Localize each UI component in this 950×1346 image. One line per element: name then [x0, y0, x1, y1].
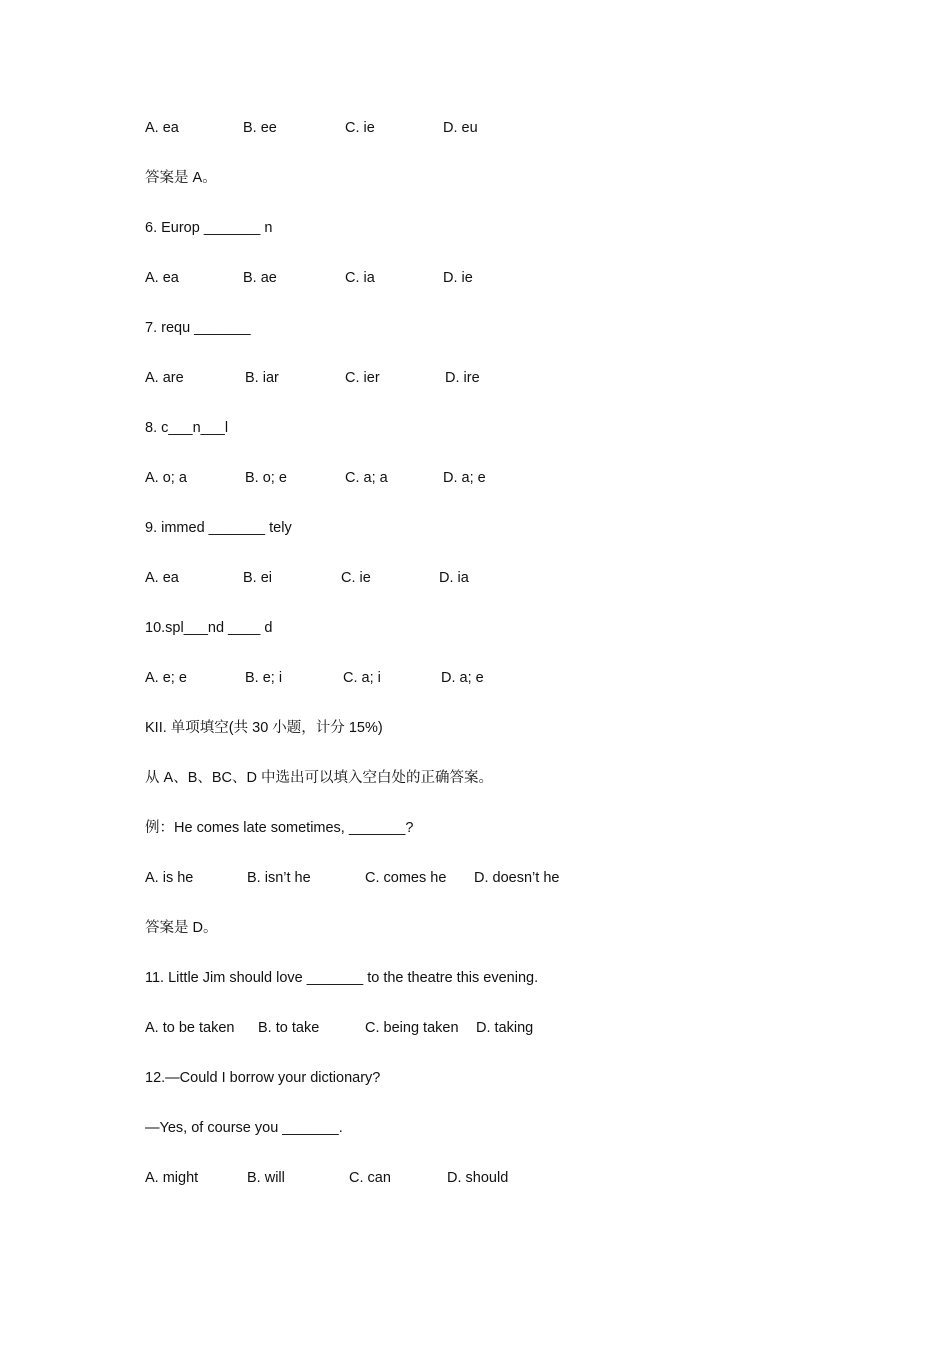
answer-option: B. ee: [243, 120, 277, 136]
answer-option: C. a; i: [343, 670, 381, 686]
answer-option: D. eu: [443, 120, 478, 136]
answer-option: A. are: [145, 370, 184, 386]
answer-option: A. is he: [145, 870, 194, 886]
answer-option: C. ia: [345, 270, 375, 286]
text-line: 答案是 A。: [145, 170, 217, 186]
text-line: 从 A、B、BC、D 中选出可以填入空白处的正确答案。: [145, 770, 494, 786]
answer-options-row: [145, 1016, 705, 1040]
answer-option: D. ia: [439, 570, 469, 586]
answer-option: A. o; a: [145, 470, 187, 486]
answer-option: C. ier: [345, 370, 380, 386]
text-line: 9. immed _______ tely: [145, 520, 292, 536]
answer-options-row: [145, 1166, 705, 1190]
answer-options-row: [145, 866, 705, 890]
answer-option: C. a; a: [345, 470, 388, 486]
text-line: 7. requ _______: [145, 320, 251, 336]
answer-option: A. to be taken: [145, 1020, 235, 1036]
text-line: 例：He comes late sometimes, _______?: [145, 820, 414, 836]
answer-option: A. e; e: [145, 670, 187, 686]
answer-option: B. isn’t he: [247, 870, 311, 886]
answer-options-row: [145, 116, 705, 140]
answer-option: C. ie: [345, 120, 375, 136]
answer-option: D. ire: [445, 370, 480, 386]
answer-option: C. comes he: [365, 870, 447, 886]
answer-option: A. ea: [145, 570, 179, 586]
answer-option: C. ie: [341, 570, 371, 586]
answer-option: A. might: [145, 1170, 199, 1186]
answer-option: B. e; i: [245, 670, 283, 686]
text-line: 答案是 D。: [145, 920, 218, 936]
answer-options-row: [145, 266, 705, 290]
text-line: 8. c___n___l: [145, 420, 229, 436]
answer-option: D. should: [447, 1170, 509, 1186]
text-line: 12.—Could I borrow your dictionary?: [145, 1070, 381, 1086]
answer-option: B. to take: [258, 1020, 320, 1036]
answer-option: B. iar: [245, 370, 279, 386]
answer-options-row: [145, 466, 705, 490]
answer-option: B. will: [247, 1170, 285, 1186]
text-line: —Yes, of course you _______.: [145, 1120, 343, 1136]
answer-option: A. ea: [145, 120, 179, 136]
text-line: KII. 单项填空(共 30 小题，计分 15%): [145, 720, 383, 736]
answer-option: D. a; e: [441, 670, 484, 686]
answer-options-row: [145, 566, 705, 590]
answer-option: B. o; e: [245, 470, 287, 486]
answer-option: D. taking: [476, 1020, 534, 1036]
answer-option: B. ae: [243, 270, 277, 286]
answer-option: C. can: [349, 1170, 391, 1186]
answer-option: A. ea: [145, 270, 179, 286]
text-line: 10.spl___nd ____ d: [145, 620, 273, 636]
text-line: 11. Little Jim should love _______ to the theatre this evening.: [145, 970, 539, 986]
answer-option: D. doesn’t he: [474, 870, 560, 886]
answer-option: C. being taken: [365, 1020, 459, 1036]
answer-option: D. ie: [443, 270, 473, 286]
answer-option: D. a; e: [443, 470, 486, 486]
answer-options-row: [145, 366, 705, 390]
answer-option: B. ei: [243, 570, 273, 586]
text-line: 6. Europ _______ n: [145, 220, 273, 236]
answer-options-row: [145, 666, 705, 690]
